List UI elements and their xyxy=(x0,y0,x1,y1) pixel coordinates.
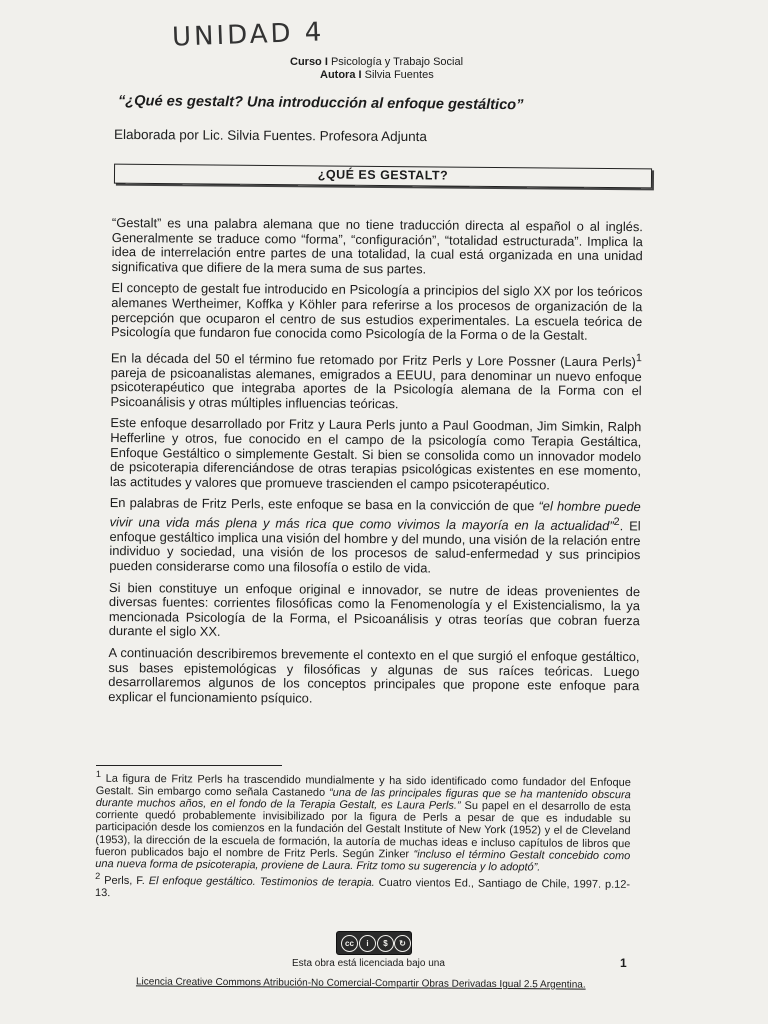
footnote-quote: “incluso el término Gestalt concebido como una nueva forma de psicoterapia, proviene de Laura. Fritz tomo su sugerencia y lo adoptó”. xyxy=(95,848,631,874)
creative-commons-badge-icon xyxy=(336,931,412,955)
paragraph xyxy=(110,347,641,414)
perls-quote: “el hombre puede vivir una vida más plena y más rica que como vivimos la mayoría en la actualidad” xyxy=(109,498,641,534)
document-title: “¿Qué es gestalt? Una introducción al enfoque gestáltico” xyxy=(117,93,524,114)
paragraph xyxy=(109,496,641,577)
sa-icon: ↻ xyxy=(394,935,411,952)
byline: Elaborada por Lic. Silvia Fuentes. Profesora Adjunta xyxy=(113,126,427,145)
license-link[interactable]: Licencia Creative Commons Atribución-No Comercial-Compartir Obras Derivadas Igual 2.5 Argentina. xyxy=(135,976,586,991)
section-heading-box xyxy=(114,164,652,189)
paragraph: Si bien constituye un enfoque original e innovador, se nutre de ideas provenientes de diversas fuentes: corrientes filosóficas como la Fenomenología y el Existencialismo, la ya mencionada Psicología de la Forma, el Psicoanálisis y otras teorías que cobran fuerza durante el siglo XX. xyxy=(108,579,641,640)
course-value: Psicología y Trabajo Social xyxy=(330,56,464,68)
section-heading: ¿QUÉ ES GESTALT? xyxy=(317,167,449,183)
cc-icon: cc xyxy=(341,935,358,952)
paragraph-text: . El enfoque gestáltico implica una visión del hombre y del mundo, una visión de la relación entre individuo y sociedad, una visión de los procesos de salud-enfermedad y sus principios pueden considerarse como una filosofía o estilo de vida. xyxy=(109,518,641,576)
footnote-text: Su papel en el desarrollo de esta corriente quedó probablemente invisibilizado por la figura de Perls a pesar de que es indudable su participación desde los comienzos en la fundación del Gestalt Institute of New York (1952) y el de Cleveland (1953), la dirección de la escuela de formación, la autoría de muchas ideas e incluso capítulos de libros que fueron publicados bajo el nombre de Fritz Perls. Según Zinker xyxy=(95,799,631,861)
footnote-divider xyxy=(96,765,282,766)
footnote-book-title: El enfoque gestáltico. Testimonios de terapia. xyxy=(148,875,375,890)
footnote-text: Perls, F. xyxy=(100,874,149,888)
paragraph: A continuación describiremos brevemente el contexto en el que surgió el enfoque gestáltico, sus bases epistemológicas y filosóficas y algunas de sus raíces teóricas. Luego desarrollaremos algunos de los conceptos principales que propone este enfoque para explicar el funcionamiento psíquico. xyxy=(108,645,640,706)
body-text xyxy=(108,216,643,716)
by-icon: i xyxy=(359,935,376,952)
paragraph: El concepto de gestalt fue introducido en Psicología a principios del siglo XX por los teóricos alemanes Wertheimer, Koffka y Köhler para referirse a los procesos de organización de la percepción que ocuparon el centro de sus estudios experimentales. La escuela teórica de Psicología que fundaron fue conocida como Psicología de la Forma o de la Gestalt. xyxy=(111,280,643,343)
footnote-ref: 2 xyxy=(613,515,620,528)
nc-icon: $ xyxy=(377,935,394,952)
page-number: 1 xyxy=(620,956,627,970)
footnote-quote: “una de las principales figuras que se ha mantenido obscura durante muchos años, en el fondo de la Terapia Gestalt, es Laura Perls.” xyxy=(95,786,631,812)
author-label: Autora I xyxy=(320,69,362,81)
paragraph-text: pareja de psicoanalistas alemanes, emigrados a EEUU, para denominar un nuevo enfoque psicoterapéutico que integraba aportes de la Psicología alemana de la Forma con el Psicoanálisis y otras múltiples influencias teóricas. xyxy=(110,364,642,412)
paragraph: Este enfoque desarrollado por Fritz y Laura Perls junto a Paul Goodman, Jim Simkin, Ralph Hefferline y otros, fue conocido en el campo de la psicología como Terapia Gestáltica, Enfoque Gestáltico o simplemente Gestalt. Si bien se consolida como un innovador modelo de psicoterapia diferenciándose de otras terapias psicológicas existentes en ese momento, las actitudes y valores que promueve trascienden el campo psicoterapéutico. xyxy=(109,415,642,493)
course-row xyxy=(290,56,463,69)
footnotes xyxy=(95,768,631,904)
license-text: Esta obra está licenciada bajo una xyxy=(292,958,445,969)
course-label: Curso I xyxy=(290,56,328,68)
author-row xyxy=(290,69,463,82)
course-header xyxy=(290,56,463,82)
paragraph-text: En la década del 50 el término fue retomado por Fritz Perls y Lore Possner (Laura Perls) xyxy=(110,350,636,370)
footnote-1 xyxy=(95,768,631,874)
footnote-number: 1 xyxy=(95,768,102,780)
author-value: Silvia Fuentes xyxy=(364,69,434,81)
footnote-2 xyxy=(95,870,630,903)
paragraph-text: En palabras de Fritz Perls, este enfoque se basa en la convicción de que xyxy=(109,495,539,514)
paragraph: “Gestalt” es una palabra alemana que no tiene traducción directa al español o al inglés. Generalmente se traduce como “forma”, “configuración”, “totalidad estructurada”. Implica la idea de interrelación entre partes de una totalidad, la cual está organizada en una unidad significativa que difiere de la mera suma de sus partes. xyxy=(111,215,643,277)
footnote-number: 2 xyxy=(95,871,101,882)
handwritten-note: UNIDAD 4 xyxy=(171,17,325,53)
footnote-ref: 1 xyxy=(635,351,642,364)
footnote-text: Cuatro vientos Ed., Santiago de Chile, 1997. p.12-13. xyxy=(94,877,631,900)
footnote-text: La figura de Fritz Perls ha trascendido mundialmente y ha sido identificado como fundador del Enfoque Gestalt. Sin embargo como señala Castanedo xyxy=(95,772,631,799)
